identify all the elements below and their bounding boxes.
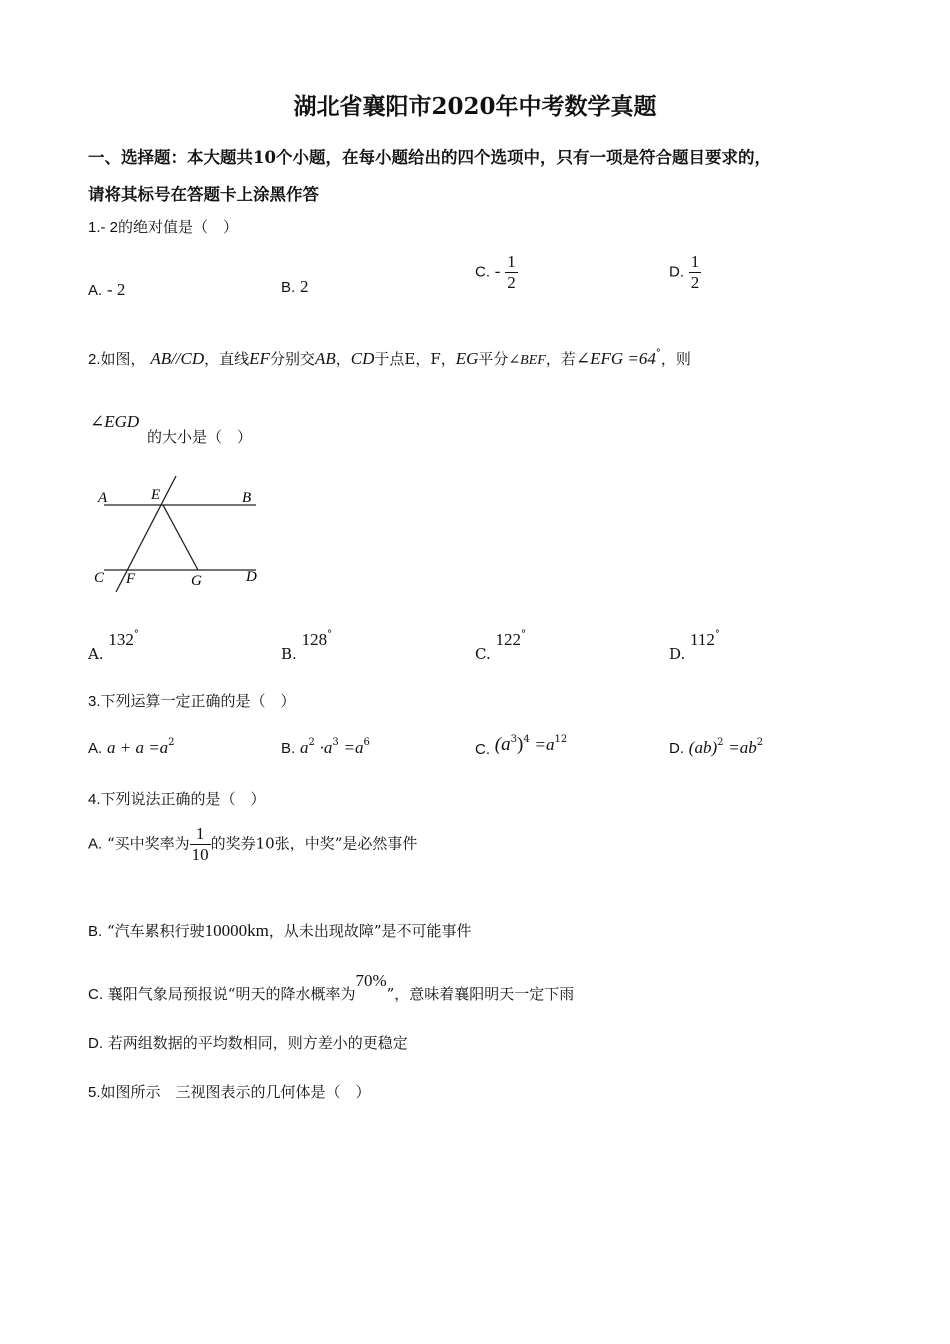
fraction bbox=[689, 252, 702, 293]
exponent: 2 bbox=[756, 737, 764, 748]
option-label: C. bbox=[475, 263, 490, 281]
exponent: 3 bbox=[510, 734, 517, 745]
math-expr: AB//CD bbox=[150, 349, 205, 368]
section-heading-line1: 一、选择题：本大题共10个小题，在每小题给出的四个选项中，只有一项是符合题目要求的， bbox=[88, 148, 771, 167]
q3-option-b[interactable] bbox=[281, 738, 370, 758]
q2-option-d[interactable] bbox=[669, 629, 720, 663]
math-expr: EF bbox=[249, 349, 270, 368]
stem-text: 下列说法正确的是（ ） bbox=[100, 790, 266, 808]
q1-option-b[interactable] bbox=[281, 277, 308, 297]
q3-option-a[interactable] bbox=[88, 738, 175, 758]
q1-option-a[interactable] bbox=[88, 280, 125, 300]
exponent: 2 bbox=[168, 737, 175, 748]
q2-option-b[interactable] bbox=[281, 629, 333, 663]
parallel-lines-figure bbox=[88, 470, 268, 600]
option-value: a bbox=[299, 738, 309, 757]
denominator: 2 bbox=[690, 273, 700, 292]
option-value: =a bbox=[534, 735, 555, 754]
option-text: 的奖券10张，中奖”是必然事件 bbox=[210, 834, 418, 853]
question-number: 1. bbox=[88, 219, 101, 236]
q4-option-a[interactable] bbox=[88, 824, 417, 865]
q4-option-d[interactable] bbox=[88, 1032, 408, 1053]
question-2-stem-line2 bbox=[90, 412, 139, 432]
minus-sign: - bbox=[494, 261, 501, 281]
option-value: (a bbox=[494, 734, 511, 755]
question-5-stem bbox=[88, 1081, 371, 1102]
fraction bbox=[190, 824, 211, 865]
point-label-f: F bbox=[126, 571, 136, 587]
option-label: D. bbox=[88, 1035, 103, 1052]
fraction bbox=[505, 252, 518, 293]
point-label-a: A bbox=[98, 490, 108, 506]
math-expr: ∠BEF bbox=[508, 353, 546, 368]
point-label-e: E bbox=[151, 487, 161, 503]
option-label: C. bbox=[475, 741, 490, 758]
option-value: =a bbox=[343, 738, 364, 757]
stem-text: 如图， bbox=[100, 350, 146, 368]
option-value: ) bbox=[516, 734, 524, 755]
question-2-stem-line2-text: 的大小是（ ） bbox=[147, 428, 253, 446]
question-2-stem bbox=[88, 348, 691, 369]
option-value: (ab) bbox=[688, 738, 718, 757]
line-ef bbox=[116, 476, 176, 592]
exponent: 12 bbox=[554, 734, 568, 745]
question-1-stem bbox=[88, 216, 238, 237]
question-number: 4. bbox=[88, 791, 101, 808]
numerator: 1 bbox=[507, 252, 516, 271]
stem-text: ， bbox=[335, 350, 351, 368]
option-value: 122 bbox=[495, 630, 521, 649]
exponent: 2 bbox=[717, 737, 724, 748]
exponent: 4 bbox=[523, 734, 530, 745]
option-value: - 2 bbox=[106, 280, 126, 299]
option-label: D. bbox=[669, 740, 684, 757]
option-label: C. bbox=[88, 986, 103, 1003]
stem-text: 下列运算一定正确的是（ ） bbox=[100, 692, 296, 710]
stem-text: ，若 bbox=[545, 350, 576, 368]
option-value: 112 bbox=[690, 630, 715, 649]
math-expr: AB bbox=[314, 349, 336, 368]
stem-text: ，直线 bbox=[204, 350, 250, 368]
q3-option-c[interactable] bbox=[475, 734, 567, 756]
stem-text: 的绝对值是（ ） bbox=[118, 218, 239, 236]
q2-option-a[interactable] bbox=[88, 629, 139, 663]
option-value: 128 bbox=[301, 630, 328, 649]
exponent: 3 bbox=[332, 737, 339, 748]
option-label: A. bbox=[88, 645, 104, 663]
math-expr: 70% bbox=[355, 971, 387, 990]
exponent: 6 bbox=[363, 737, 370, 748]
option-value: a + a =a bbox=[106, 738, 169, 757]
stem-text: 分别交 bbox=[269, 350, 315, 368]
option-label: C. bbox=[475, 645, 491, 663]
stem-text: 于点E，F， bbox=[374, 350, 456, 368]
point-label-g: G bbox=[191, 573, 202, 589]
option-text: “买中奖率为 bbox=[106, 834, 190, 853]
option-value: =ab bbox=[728, 738, 757, 757]
option-label: B. bbox=[281, 740, 296, 757]
q3-option-d[interactable] bbox=[669, 738, 763, 758]
q2-option-c[interactable] bbox=[475, 629, 526, 663]
option-label: A. bbox=[88, 740, 103, 757]
math-expr: 10000km bbox=[204, 921, 269, 940]
page-title: 湖北省襄阳市2020年中考数学真题 bbox=[293, 93, 657, 120]
math-expr: CD bbox=[350, 349, 375, 368]
degree-sign: ° bbox=[521, 629, 526, 640]
line-eg bbox=[163, 505, 198, 570]
q4-option-c[interactable] bbox=[88, 970, 575, 1003]
question-number: 3. bbox=[88, 693, 101, 710]
option-text: 襄阳气象局预报说“明天的降水概率为 bbox=[107, 985, 356, 1003]
degree-sign: ° bbox=[655, 348, 661, 359]
question-number: 2. bbox=[88, 351, 101, 368]
question-3-stem bbox=[88, 690, 296, 711]
q1-option-c[interactable] bbox=[475, 252, 518, 293]
option-text: “汽车累积行驶 bbox=[106, 922, 205, 940]
option-text: ，从未出现故障”是不可能事件 bbox=[268, 922, 472, 940]
option-text: 若两组数据的平均数相同，则方差小的更稳定 bbox=[107, 1034, 408, 1052]
math-expr: ∠EGD bbox=[90, 412, 140, 431]
option-label: B. bbox=[281, 279, 296, 296]
option-text: ”，意味着襄阳明天一定下雨 bbox=[386, 985, 575, 1003]
exponent: 2 bbox=[308, 737, 315, 748]
stem-text: 平分 bbox=[478, 350, 509, 368]
degree-sign: ° bbox=[714, 629, 720, 640]
stem-text: 如图所示 三视图表示的几何体是（ ） bbox=[100, 1083, 371, 1101]
section-heading-line2: 请将其标号在答题卡上涂黑作答 bbox=[88, 185, 319, 204]
point-label-b: B bbox=[242, 490, 252, 506]
math-expr: EG bbox=[455, 349, 479, 368]
point-label-d: D bbox=[246, 569, 257, 585]
option-value: ·a bbox=[319, 738, 333, 757]
stem-value: - 2 bbox=[100, 219, 119, 236]
point-label-c: C bbox=[94, 570, 105, 586]
question-4-stem bbox=[88, 788, 266, 809]
q1-option-d[interactable] bbox=[669, 252, 701, 293]
numerator: 1 bbox=[195, 824, 205, 843]
stem-text: ，则 bbox=[660, 350, 691, 368]
option-label: A. bbox=[88, 835, 103, 853]
option-label: B. bbox=[88, 923, 103, 940]
option-label: B. bbox=[281, 645, 297, 663]
math-expr: ∠EFG =64 bbox=[575, 349, 656, 368]
q4-option-b[interactable] bbox=[88, 920, 472, 941]
denominator: 2 bbox=[507, 273, 516, 292]
option-value: 2 bbox=[299, 277, 309, 296]
degree-sign: ° bbox=[133, 629, 139, 640]
option-label: A. bbox=[88, 282, 103, 299]
question-number: 5. bbox=[88, 1084, 101, 1101]
option-label: D. bbox=[669, 645, 686, 663]
option-label: D. bbox=[669, 263, 684, 281]
degree-sign: ° bbox=[327, 629, 333, 640]
denominator: 10 bbox=[191, 845, 209, 864]
option-value: 132 bbox=[108, 630, 134, 649]
numerator: 1 bbox=[690, 252, 700, 271]
